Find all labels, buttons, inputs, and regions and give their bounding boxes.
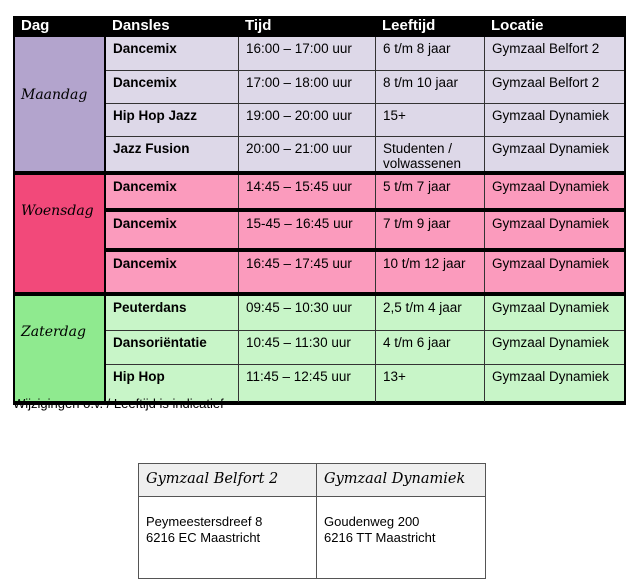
locations-table — [138, 463, 486, 579]
table-row — [106, 136, 624, 172]
schedule-table — [13, 16, 626, 405]
location-name: Gymzaal Dynamiek — [324, 471, 466, 487]
cell-tijd: 16:00 – 17:00 uur — [238, 37, 375, 70]
day-rows — [106, 175, 624, 292]
cell-tijd: 19:00 – 20:00 uur — [238, 104, 375, 137]
cell-leeftijd: 13+ — [375, 365, 484, 402]
header-dansles: Dansles — [112, 17, 170, 34]
day-label: Zaterdag — [21, 324, 86, 340]
cell-tijd: 14:45 – 15:45 uur — [238, 175, 375, 208]
table-row — [106, 175, 624, 208]
cell-locatie: Gymzaal Dynamiek — [484, 331, 624, 365]
day-cell — [15, 296, 106, 401]
cell-locatie: Gymzaal Dynamiek — [484, 212, 624, 248]
cell-locatie: Gymzaal Dynamiek — [484, 296, 624, 330]
day-block-maandag — [13, 37, 626, 171]
cell-tijd: 20:00 – 21:00 uur — [238, 137, 375, 172]
cell-leeftijd: 5 t/m 7 jaar — [375, 175, 484, 208]
cell-dansles: Hip Hop Jazz — [113, 108, 198, 123]
table-header — [13, 16, 626, 37]
header-leeftijd: Leeftijd — [382, 17, 436, 34]
cell-dansles: Dancemix — [113, 216, 177, 231]
cell-dansles: Dancemix — [113, 75, 177, 90]
cell-tijd: 10:45 – 11:30 uur — [238, 331, 375, 365]
cell-locatie: Gymzaal Belfort 2 — [484, 37, 624, 70]
cell-tijd: 11:45 – 12:45 uur — [238, 365, 375, 402]
cell-locatie: Gymzaal Belfort 2 — [484, 71, 624, 104]
cell-leeftijd: 10 t/m 12 jaar — [375, 252, 484, 292]
day-rows — [106, 37, 624, 171]
cell-leeftijd: 8 t/m 10 jaar — [375, 71, 484, 104]
header-locatie: Locatie — [491, 17, 544, 34]
table-row — [106, 37, 624, 70]
table-row — [106, 208, 624, 248]
header-dag: Dag — [21, 17, 50, 34]
table-row — [106, 70, 624, 104]
location-dynamiek — [317, 464, 485, 578]
footnote: Wijzigingen o.v. / Leeftijd is indicatief — [13, 396, 224, 411]
table-row — [106, 248, 624, 292]
day-cell — [15, 37, 106, 171]
location-name: Gymzaal Belfort 2 — [146, 471, 279, 487]
cell-leeftijd: 4 t/m 6 jaar — [375, 331, 484, 365]
cell-leeftijd: 7 t/m 9 jaar — [375, 212, 484, 248]
cell-dansles: Dansoriëntatie — [113, 335, 207, 350]
cell-tijd: 16:45 – 17:45 uur — [238, 252, 375, 292]
cell-leeftijd: 15+ — [375, 104, 484, 137]
day-cell — [15, 175, 106, 292]
cell-dansles: Dancemix — [113, 179, 177, 194]
cell-tijd: 09:45 – 10:30 uur — [238, 296, 375, 330]
table-row — [106, 330, 624, 365]
day-label: Woensdag — [21, 203, 94, 219]
header-tijd: Tijd — [245, 17, 272, 34]
cell-locatie: Gymzaal Dynamiek — [484, 104, 624, 137]
location-city: 6216 EC Maastricht — [146, 530, 261, 545]
location-city: 6216 TT Maastricht — [324, 530, 436, 545]
location-address — [146, 514, 262, 546]
table-row — [106, 103, 624, 137]
location-street: Goudenweg 200 — [324, 514, 420, 529]
cell-locatie: Gymzaal Dynamiek — [484, 252, 624, 292]
table-row — [106, 296, 624, 330]
location-street: Peymeestersdreef 8 — [146, 514, 263, 529]
location-address — [324, 514, 436, 546]
cell-dansles: Dancemix — [113, 256, 177, 271]
cell-locatie: Gymzaal Dynamiek — [484, 137, 624, 172]
cell-dansles: Dancemix — [113, 41, 177, 56]
cell-leeftijd: Studenten / volwassenen — [375, 137, 484, 172]
cell-leeftijd: 2,5 t/m 4 jaar — [375, 296, 484, 330]
cell-locatie: Gymzaal Dynamiek — [484, 175, 624, 208]
cell-tijd: 15-45 – 16:45 uur — [238, 212, 375, 248]
location-belfort — [139, 464, 317, 578]
cell-dansles: Peuterdans — [113, 300, 187, 315]
day-block-zaterdag — [13, 292, 626, 405]
cell-tijd: 17:00 – 18:00 uur — [238, 71, 375, 104]
day-label: Maandag — [21, 87, 88, 103]
day-rows — [106, 296, 624, 401]
cell-dansles: Hip Hop — [113, 369, 165, 384]
cell-locatie: Gymzaal Dynamiek — [484, 365, 624, 402]
cell-dansles: Jazz Fusion — [113, 141, 190, 156]
cell-leeftijd: 6 t/m 8 jaar — [375, 37, 484, 70]
day-block-woensdag — [13, 171, 626, 292]
